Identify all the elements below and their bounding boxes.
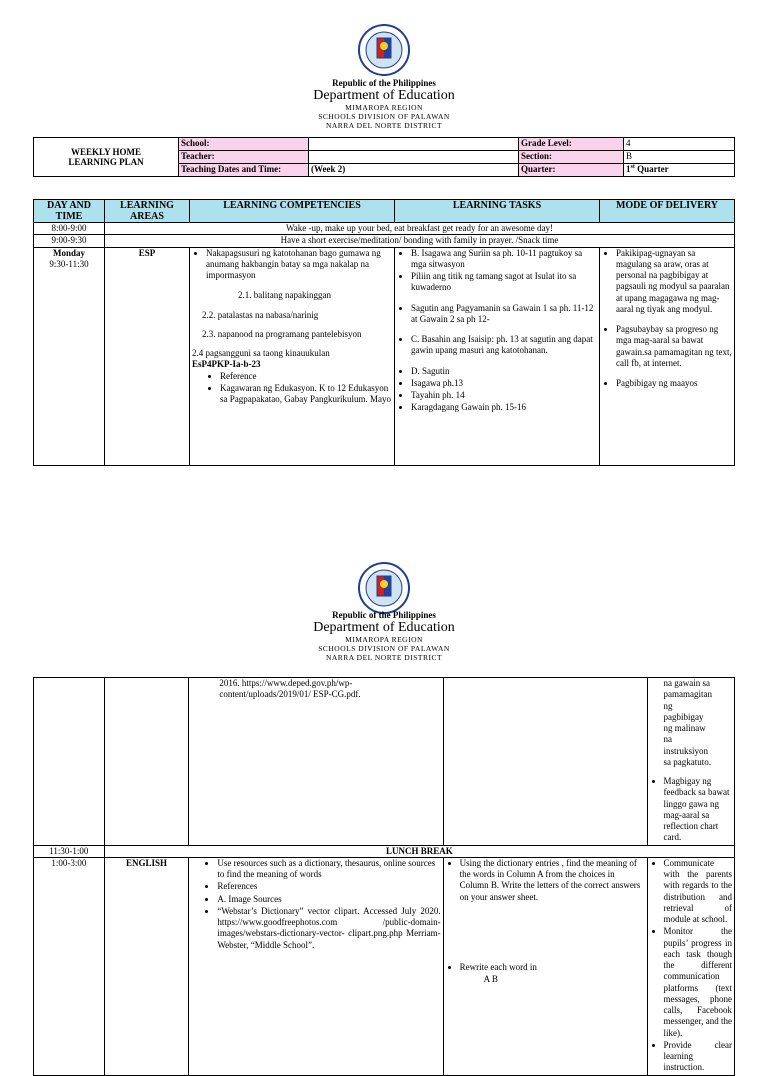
cont-day-cell [34, 678, 105, 846]
row-activity-1: Wake -up, make up your bed, eat breakfast get ready for an awesome day! [105, 223, 735, 235]
schedule-table [33, 199, 735, 466]
delivery-item: • Pagbibigay ng maayos [616, 378, 732, 389]
deped-seal-icon [358, 24, 410, 76]
lunch-break: LUNCH BREAK [104, 845, 734, 857]
comp-reference: • Kagawaran ng Edukasyon. K to 12 Edukasyon sa Pagpapakatao, Gabay Pangkurikulum. Mayo [220, 383, 392, 406]
eng-tasks [443, 857, 647, 1075]
quarter-word: Quarter [634, 164, 669, 174]
plan-title-line1: WEEKLY HOME [70, 147, 142, 157]
quarter-number: 1 [626, 164, 631, 174]
comp-item: • Use resources such as a dictionary, thesaurus, online sources to find the meaning of words [217, 858, 440, 881]
department-heading: Department of Education [313, 620, 455, 636]
col-tasks: LEARNING TASKS [395, 200, 600, 223]
cont-area-cell [104, 678, 189, 846]
comp-item: • References [217, 881, 440, 892]
quarter-suffix: st [630, 164, 635, 170]
teacher-label: Teacher: [179, 151, 309, 164]
grade-value: 4 [624, 138, 735, 151]
teacher-value [309, 151, 519, 164]
delivery-item: • Provide clear learning instruction. [664, 1040, 732, 1074]
task-item: • D. Sagutin [411, 366, 597, 377]
task-item: • Isagawa ph.13 [411, 378, 597, 389]
delivery-continued: na gawain sa pamamagitan ng pagbibigay ng malinaw na instruksiyon sa pagkatuto. [663, 678, 712, 767]
row-time-1: 8:00-9:00 [34, 223, 105, 235]
info-table [33, 137, 735, 177]
deped-seal-icon [358, 562, 410, 614]
area-esp: ESP [105, 247, 190, 465]
cont-delivery [647, 678, 734, 846]
task-item: • Rewrite each word in [460, 962, 645, 973]
col-delivery: MODE OF DELIVERY [600, 200, 735, 223]
delivery-item: • Monitor the pupils’ progress in each task though the different communication platforms (text messages, phone calls, Facebook messenger, and the like). [664, 926, 732, 1039]
task-item: • Tayahin ph. 14 [411, 390, 597, 401]
row-activity-2: Have a short exercise/meditation/ bonding with family in prayer. /Snack time [105, 235, 735, 247]
day-label: Monday [52, 247, 85, 258]
day-cell [34, 247, 105, 465]
region-heading: MIMAROPA REGION [345, 103, 423, 113]
comp-sub-item: 2.2. patalastas na nabasa/narinig [202, 309, 319, 320]
cont-tasks [443, 678, 647, 846]
section-label: Section: [519, 151, 624, 164]
esp-competencies [190, 247, 395, 465]
task-item: • Using the dictionary entries , find the meaning of the words in Column A from the choices in Column B. Write the letters of the correct answers on your answer sheet. [460, 858, 645, 903]
quarter-label: Quarter: [519, 164, 624, 177]
task-item: • B. Isagawa ang Suriin sa ph. 10-11 pagtukoy sa mga sitwasyon [411, 248, 597, 271]
school-value [309, 138, 519, 151]
dates-label: Teaching Dates and Time: [179, 164, 309, 177]
area-english: ENGLISH [104, 857, 189, 1075]
comp-item: • Nakapagsusuri ng katotohanan bago gumawa ng anumang hakbangin batay sa mga nakalap na impormasyon [206, 248, 392, 282]
day-time: 9:30-11:30 [49, 258, 89, 269]
department-heading: Department of Education [313, 88, 455, 104]
lunch-time: 11:30-1:00 [34, 845, 105, 857]
district-heading: NARRA DEL NORTE DISTRICT [325, 120, 443, 130]
eng-delivery [647, 857, 734, 1075]
section-value: B [624, 151, 735, 164]
republic-heading: Republic of the Philippines [332, 78, 436, 88]
task-item: • Piliin ang titik ng tamang sagot at Isulat ito sa kuwaderno [411, 271, 597, 294]
col-day-time: DAY AND TIME [34, 200, 105, 223]
comp-item: • “Webstar’s Dictionary” vector clipart. Accessed July 2020. https://www.goodfreephotos.com /public-domain-images/webstars-dictionary-vector- clipart.png.php Merriam-Webster, “Middle School”. [217, 906, 440, 951]
republic-heading: Republic of the Philippines [332, 610, 436, 620]
comp-sub-item: 2.4 pagsangguni sa taong kinauukulan [192, 348, 330, 358]
comp-code: EsP4PKP-Ia-b-23 [192, 359, 261, 370]
school-label: School: [179, 138, 309, 151]
col-learning-areas: LEARNING AREAS [105, 200, 190, 223]
row-time-2: 9:00-9:30 [34, 235, 105, 247]
task-item: • Sagutin ang Pagyamanin sa Gawain 1 sa ph. 11-12 at Gawain 2 sa ph 12- [411, 303, 597, 326]
comp-sub-item: 2.3. napanood na programang pantelebisyon [202, 328, 362, 339]
eng-competencies [189, 857, 443, 1075]
comp-sub-item: 2.1. balitang napakinggan [238, 290, 331, 301]
division-heading: SCHOOLS DIVISION OF PALAWAN [318, 112, 450, 122]
delivery-item: • Magbigay ng feedback sa bawat linggo gawa ng mag-aaral sa reflection chart card. [664, 776, 732, 844]
schedule-table-continued [33, 677, 735, 1076]
task-item: • C. Basahin ang Isaisip: ph. 13 at sagutin ang dapat gawin upang masuri ang katotohanan. [411, 334, 597, 357]
eng-time: 1:00-3:00 [34, 857, 105, 1075]
cont-reference: 2016. https://www.deped.gov.ph/wp-content/uploads/2019/01/ ESP-CG.pdf. [189, 678, 443, 846]
quarter-value [624, 164, 735, 177]
delivery-item: • Communicate with the parents with regards to the distribution and retrieval of module at school. [664, 858, 732, 926]
task-columns-tail: A B [483, 974, 498, 984]
comp-reference: • Reference [220, 371, 392, 382]
delivery-item: • Pagsubaybay sa progreso ng mga mag-aaral sa bawat gawain.sa pamamagitan ng text, call fb, at internet. [616, 324, 732, 369]
esp-delivery [600, 247, 735, 465]
dates-value: (Week 2) [309, 164, 519, 177]
esp-tasks [395, 247, 600, 465]
division-heading: SCHOOLS DIVISION OF PALAWAN [318, 644, 450, 654]
comp-item: • A. Image Sources [217, 894, 440, 905]
delivery-item: • Pakikipag-ugnayan sa magulang sa araw, oras at personal na pagbibigay at pagsauli ng modyul sa paaralan at upang magagawa ng mag-aaral ng tiyak ang modyul. [616, 248, 732, 316]
grade-label: Grade Level: [519, 138, 624, 151]
task-item: • Karagdagang Gawain ph. 15-16 [411, 402, 597, 413]
col-competencies: LEARNING COMPETENCIES [190, 200, 395, 223]
plan-title-line2: LEARNING PLAN [68, 157, 144, 167]
plan-title [34, 138, 179, 177]
district-heading: NARRA DEL NORTE DISTRICT [325, 652, 443, 662]
region-heading: MIMAROPA REGION [345, 635, 423, 645]
